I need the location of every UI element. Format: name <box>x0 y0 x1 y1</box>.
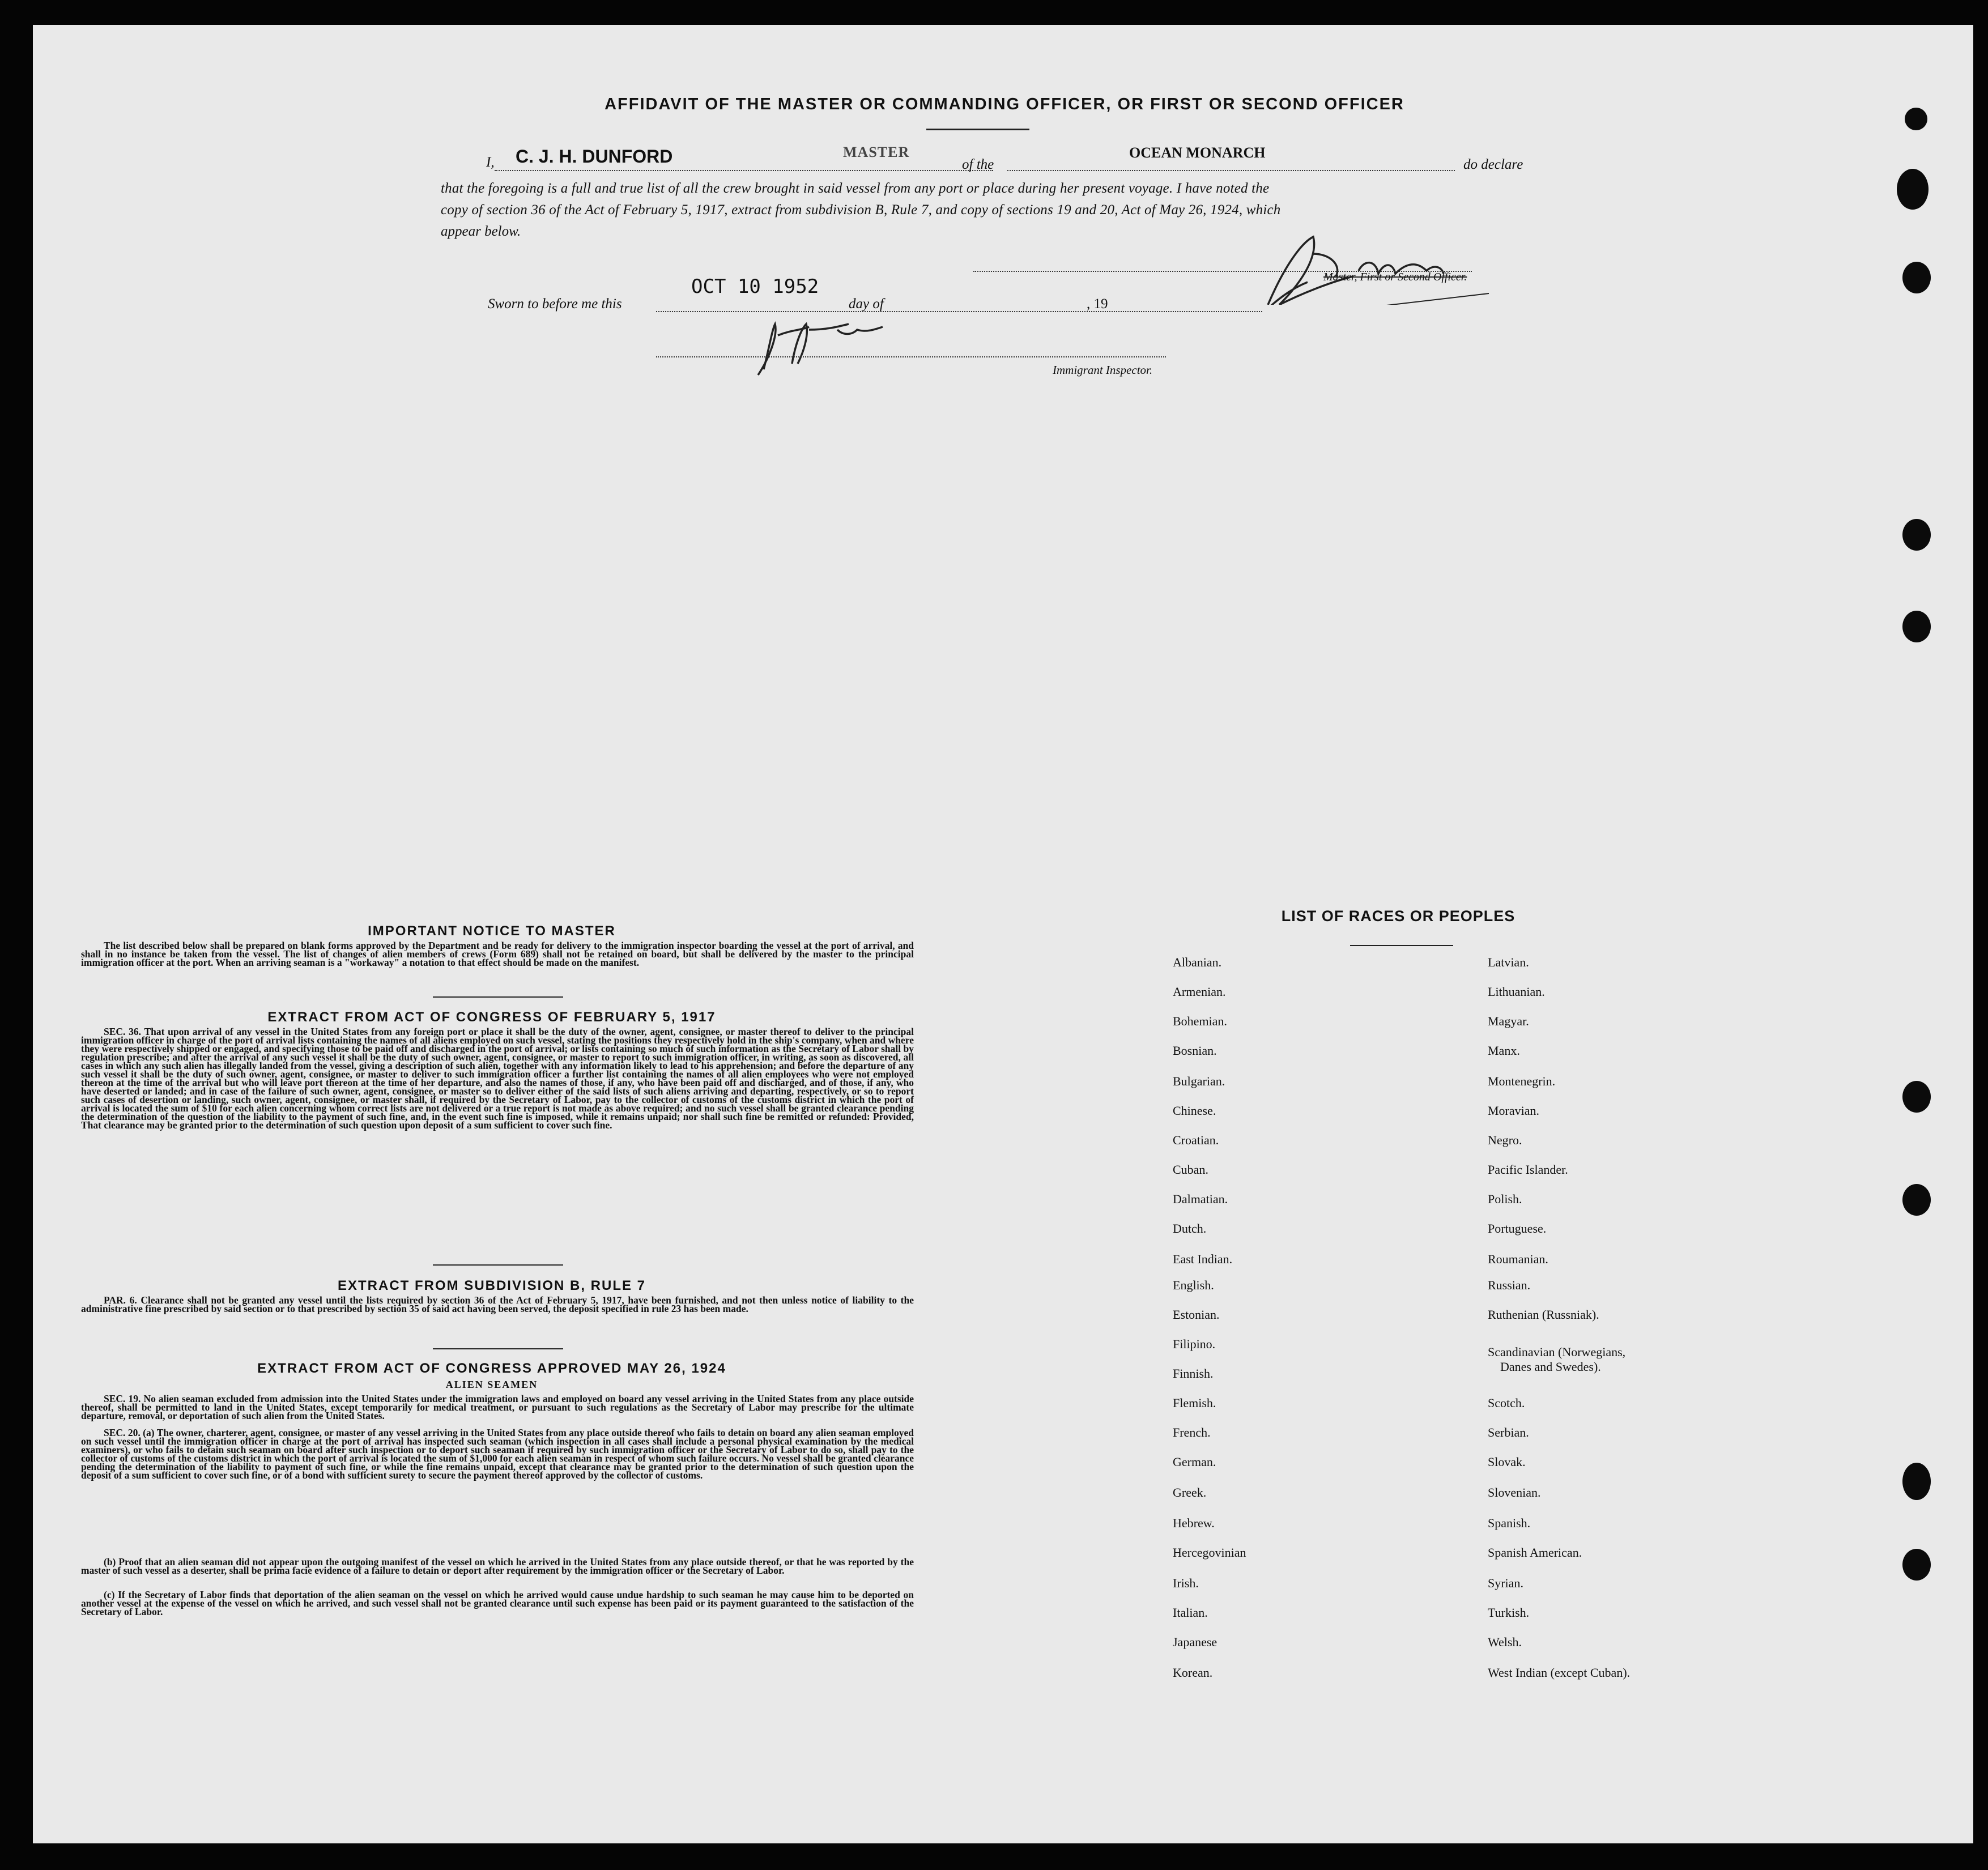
extract-1917-divider <box>433 1264 563 1266</box>
vessel-name: OCEAN MONARCH <box>1129 144 1266 161</box>
race-item: Scotch. <box>1488 1396 1525 1410</box>
race-item: Bulgarian. <box>1173 1074 1225 1088</box>
race-item: Irish. <box>1173 1576 1199 1590</box>
master-caption <box>1323 269 1467 286</box>
affidavit-body-line3: appear below. <box>441 224 521 239</box>
vessel-line <box>1007 170 1455 171</box>
sec20c-text: (c) If the Secretary of Labor finds that deportation of the alien seaman on the vessel on which he arrived would cause undue hardship to such seaman he may cause him to be deported on another vessel at the expense of the vessel on which he arrived, and such vessel shall not be granted clearance until such expense has been paid or its payment guaranteed to the satisfaction of the Secretary of Labor. <box>81 1589 914 1617</box>
sec19-text: SEC. 19. No alien seaman excluded from admission into the United States under the immigration laws and employed on board any vessel arriving in the United States from any place outside thereof, shall be permitted to land in the United States, except temporarily for medical treatment, or pursuant to such regulations as the Secretary of Labor may prescribe for the ultimate departure, removal, or deportation of such alien from the United States. <box>81 1393 914 1421</box>
extract-1924-title: EXTRACT FROM ACT OF CONGRESS APPROVED MAY 26, 1924 <box>257 1361 726 1376</box>
races-title: LIST OF RACES OR PEOPLES <box>1281 908 1516 925</box>
race-item: Cuban. <box>1173 1162 1208 1177</box>
race-item: Croatian. <box>1173 1133 1219 1147</box>
master-caption-text: Master, First or Second Officer. <box>1323 271 1467 283</box>
race-item: Japanese <box>1173 1635 1218 1649</box>
punch-hole <box>1902 1549 1931 1581</box>
race-item: Bohemian. <box>1173 1014 1227 1028</box>
punch-hole <box>1897 169 1929 210</box>
race-item: Manx. <box>1488 1043 1520 1058</box>
punch-hole <box>1902 1081 1931 1113</box>
race-item: Ruthenian (Russniak). <box>1488 1307 1599 1322</box>
affidavit-body-line1: that the foregoing is a full and true list of all the crew brought in said vessel from any port or place during her present voyage. I have noted the <box>441 181 1270 196</box>
race-item: Negro. <box>1488 1133 1522 1147</box>
race-item: Pacific Islander. <box>1488 1162 1568 1177</box>
race-item: Spanish American. <box>1488 1545 1582 1560</box>
sec20a-text: SEC. 20. (a) The owner, charterer, agent, consignee, or master of any vessel arriving in the United States from any place outside thereof who fails to detain on board any alien seaman employed on such vessel until the immigration officer in charge at the port of arrival has inspected such seaman (which inspection in all cases shall include a personal physical examination by the medical examiners), or who fails to detain such seaman on board after such inspection or to deport such seaman if required by such immigration officer or the Secretary of Labor to do so, shall pay to the collector of customs of the customs district in which the port of arrival is located the sum of $1,000 for each alien seaman in respect of whom such failure occurs. No vessel shall be granted clearance pending the determination of the liability to payment of such fine, or while the fine remains unpaid, except that clearance may be granted prior to the determination of such question upon the deposit of a sum sufficient to cover such fine, or of a bond with sufficient surety to secure the payment thereof approved by the collector of customs. <box>81 1427 914 1481</box>
race-item: Filipino. <box>1173 1337 1216 1351</box>
punch-hole <box>1902 611 1931 642</box>
race-item: Greek. <box>1173 1485 1207 1500</box>
extract-1917-title: EXTRACT FROM ACT OF CONGRESS OF FEBRUARY 5, 1917 <box>267 1009 716 1025</box>
rule7-title: EXTRACT FROM SUBDIVISION B, RULE 7 <box>337 1278 646 1293</box>
race-item: Welsh. <box>1488 1635 1522 1649</box>
race-item: Roumanian. <box>1488 1252 1548 1266</box>
race-item: Flemish. <box>1173 1396 1216 1410</box>
notice-text: The list described below shall be prepared on blank forms approved by the Department and be ready for delivery to the immigration inspector boarding the vessel at the port of arrival, and shall in no instance be taken from the vessel. The list of changes of alien members of crews (Form 689) shall not be retained on board, but shall be delivered by the master to the principal immigration officer at the port. When an arriving seaman is a "workaway" a notation to that effect should be made on the manifest. <box>81 940 914 968</box>
race-item: Spanish. <box>1488 1516 1531 1530</box>
year-label: , 19 <box>1087 296 1108 312</box>
race-item: English. <box>1173 1278 1214 1292</box>
race-item: Armenian. <box>1173 985 1226 999</box>
race-item: Hebrew. <box>1173 1516 1215 1530</box>
form-sheet <box>33 25 1973 1843</box>
race-item: Dutch. <box>1173 1221 1207 1236</box>
title-divider <box>926 129 1029 130</box>
extract-1924-subtitle: ALIEN SEAMEN <box>445 1379 538 1390</box>
rule7-text: PAR. 6. Clearance shall not be granted any vessel until the lists required by section 36 of the Act of February 5, 1917, have been furnished, and not then unless notice of liability to the administrative fine prescribed by said section or to that prescribed by section 35 of said act having been served, the deposit specified in rule 23 has been made. <box>81 1294 914 1314</box>
master-signature <box>1245 220 1495 305</box>
inspector-line <box>656 356 1166 357</box>
race-item: Danes and Swedes). <box>1500 1360 1601 1374</box>
race-item: East Indian. <box>1173 1252 1233 1266</box>
do-declare-label: do declare <box>1463 157 1523 172</box>
race-item: Korean. <box>1173 1665 1213 1680</box>
race-item: German. <box>1173 1455 1216 1469</box>
day-of-label: day of <box>849 296 884 312</box>
punch-hole <box>1902 519 1931 551</box>
race-item: Italian. <box>1173 1605 1208 1620</box>
of-the-label: of the <box>962 157 994 172</box>
race-item: Lithuanian. <box>1488 985 1545 999</box>
sec20b-text: (b) Proof that an alien seaman did not appear upon the outgoing manifest of the vessel on which he arrived in the United States from any place outside thereof, or that he was reported by the master of such vessel as a deserter, shall be prima facie evidence of a failure to detain or deport after requirement by the immigration officer or the Secretary of Labor. <box>81 1556 914 1576</box>
punch-hole <box>1902 1184 1931 1216</box>
extract-1917-text: SEC. 36. That upon arrival of any vessel in the United States from any foreign port or place it shall be the duty of the owner, agent, consignee, or master thereof to deliver to the principal immigration officer in charge of the port of arrival lists containing the names of all aliens employed on such vessel, stating the positions they respectively hold in the ship's company, when and where they were respectively shipped or engaged, and specifying those to be paid off and discharged in the port of arrival; or lists containing so much of such information as the Secretary of Labor shall by regulation prescribe; and after the arrival of any such vessel it shall be the duty of such owner, agent, consignee, or master to report to such immigration officer, in writing, as soon as discovered, all cases in which any such alien has illegally landed from the vessel, giving a description of such alien, together with any information likely to lead to his apprehension; and before the departure of any such vessel it shall be the duty of such owner, agent, consignee, or master to deliver to such immigration officer a further list containing the names of all alien employees who were not employed thereon at the time of the arrival but who will leave port thereon at the time of her departure, and also the names of those, if any, who have been paid off and discharged, and of those, if any, who have deserted or landed; and in case of the failure of such owner, agent, consignee, or master so to deliver either of the said lists of such aliens arriving and departing, respectively, or so to report such cases of desertion or landing, such owner, agent, consignee, or master shall, if required by the Secretary of Labor, pay to the collector of customs of the customs district in which the port of arrival is located the sum of $10 for each alien concerning whom correct lists are not delivered or a true report is not made as above required; and no such vessel shall be granted clearance pending the determination of the question of the liability to the payment of such fine, and, in the event such fine is imposed, while it remains unpaid; nor shall such fine be remitted or refunded: Provided, That clearance may be granted prior to the determination of such question upon deposit of a sum sufficient to cover such fine. <box>81 1026 914 1131</box>
race-item: West Indian (except Cuban). <box>1488 1665 1631 1680</box>
race-item: Dalmatian. <box>1173 1192 1228 1206</box>
punch-hole <box>1902 1463 1931 1500</box>
race-item: Portuguese. <box>1488 1221 1547 1236</box>
sworn-line <box>656 311 1262 312</box>
race-item: Bosnian. <box>1173 1043 1217 1058</box>
rule7-divider <box>433 1348 563 1349</box>
name-line <box>495 170 993 171</box>
master-rank: MASTER <box>843 144 910 160</box>
race-item: Hercegovinian <box>1173 1545 1246 1560</box>
punch-hole <box>1905 108 1927 130</box>
punch-hole <box>1902 262 1931 293</box>
races-divider <box>1350 945 1453 946</box>
race-item: Albanian. <box>1173 955 1222 969</box>
sworn-label: Sworn to before me this <box>488 296 622 312</box>
affidavit-title: AFFIDAVIT OF THE MASTER OR COMMANDING OFFICER, OR FIRST OR SECOND OFFICER <box>605 95 1404 113</box>
race-item: Slovak. <box>1488 1455 1526 1469</box>
race-item: Syrian. <box>1488 1576 1523 1590</box>
sworn-date: OCT 10 1952 <box>691 275 819 298</box>
affidavit-body-line2: copy of section 36 of the Act of February 5, 1917, extract from subdivision B, Rule 7, and copy of sections 19 and 20, Act of May 26, 1924, which <box>441 202 1281 218</box>
race-item: Montenegrin. <box>1488 1074 1556 1088</box>
race-item: Polish. <box>1488 1192 1522 1206</box>
master-name: C. J. H. DUNFORD <box>516 146 673 167</box>
race-item: Finnish. <box>1173 1366 1214 1381</box>
race-item: Moravian. <box>1488 1104 1540 1118</box>
race-item: Latvian. <box>1488 955 1529 969</box>
race-item: Turkish. <box>1488 1605 1530 1620</box>
race-item: Serbian. <box>1488 1425 1529 1439</box>
race-item: Estonian. <box>1173 1307 1220 1322</box>
race-item: Magyar. <box>1488 1014 1529 1028</box>
race-item: Scandinavian (Norwegians, <box>1488 1345 1626 1359</box>
affidavit-i-label: I, <box>486 155 495 170</box>
race-item: Russian. <box>1488 1278 1531 1292</box>
race-item: French. <box>1173 1425 1211 1439</box>
notice-divider <box>433 996 563 998</box>
notice-title: IMPORTANT NOTICE TO MASTER <box>368 923 616 939</box>
inspector-caption: Immigrant Inspector. <box>1053 363 1153 377</box>
race-item: Slovenian. <box>1488 1485 1541 1500</box>
inspector-signature <box>752 313 911 381</box>
race-item: Chinese. <box>1173 1104 1216 1118</box>
